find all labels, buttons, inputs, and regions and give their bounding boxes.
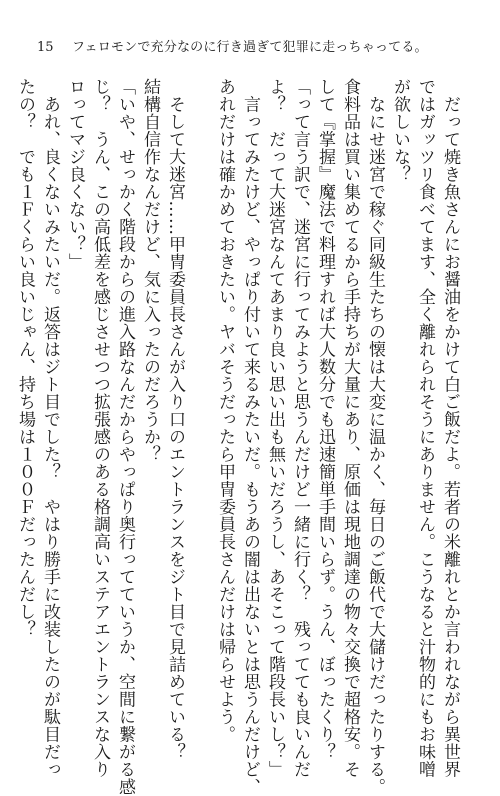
paragraph: あれ、良くないみたいだ。返答はジト目でした？ やはり勝手に改装したのが駄目だっ たの？ でも１Ｆくらい良いじゃん、持ち場は１００Ｆだったんだし？ (15, 78, 60, 778)
paragraph: だって焼き魚さんにお醤油をかけて白ご飯だよ。若者の米離れとか言われながら異世界 ではガッツリ食べてます、全く離れられそうにありません。こうなると汁物的にもお味噌 が欲しいな？ (390, 78, 460, 778)
page-header (0, 38, 500, 58)
paragraph: なにせ迷宮で稼ぐ同級生たちの懐は大変に温かく、毎日のご飯代で大儲けだったりする。 食料品は買い集めてるから手持ちが大量にあり、原価は現地調達の物々交換で超格安。そ して『掌握』魔法で料理すれば大人数分でも迅速簡単手間いらず。うん、ぼったくり？ (315, 78, 385, 796)
page-number: 15 (37, 40, 54, 55)
paragraph: そして大迷宮……甲冑委員長さんが入り口のエントランスをジト目で見詰めている？ 結構自信作なんだけど、気に入ったのだろうか？ (140, 78, 185, 761)
paragraph: 言ってみたけど、やっぱり付いて来るみたいだ。もうあの闇は出ないとは思うんだけど、 あれだけは確かめておきたい。ヤバそうだったら甲冑委員長さんだけは帰らせよう。 (215, 78, 260, 796)
vertical-body-text (15, 78, 462, 796)
paragraph: 「いや、せっかく階段からの進入路なんだからやっぱり奥行ってていうか、空間に繋がる感 じ？ うん、この高低差を感じさせつつ拡張感のある格調高いステアエントランスな入り ロってマジ良くない？」 (65, 78, 135, 796)
paragraph: 「って言う訳で、迷宮に行ってみようと思うんだけど一緒に行く？ 残ってても良いんだ よ？ だって大迷宮なんてあまり良い思い出も無いだろうし、あそこって階段長いし？」 (265, 78, 310, 778)
scene-break (187, 78, 212, 638)
running-title: フェロモンで充分なのに行き過ぎて犯罪に走っちゃってる。 (72, 40, 428, 55)
